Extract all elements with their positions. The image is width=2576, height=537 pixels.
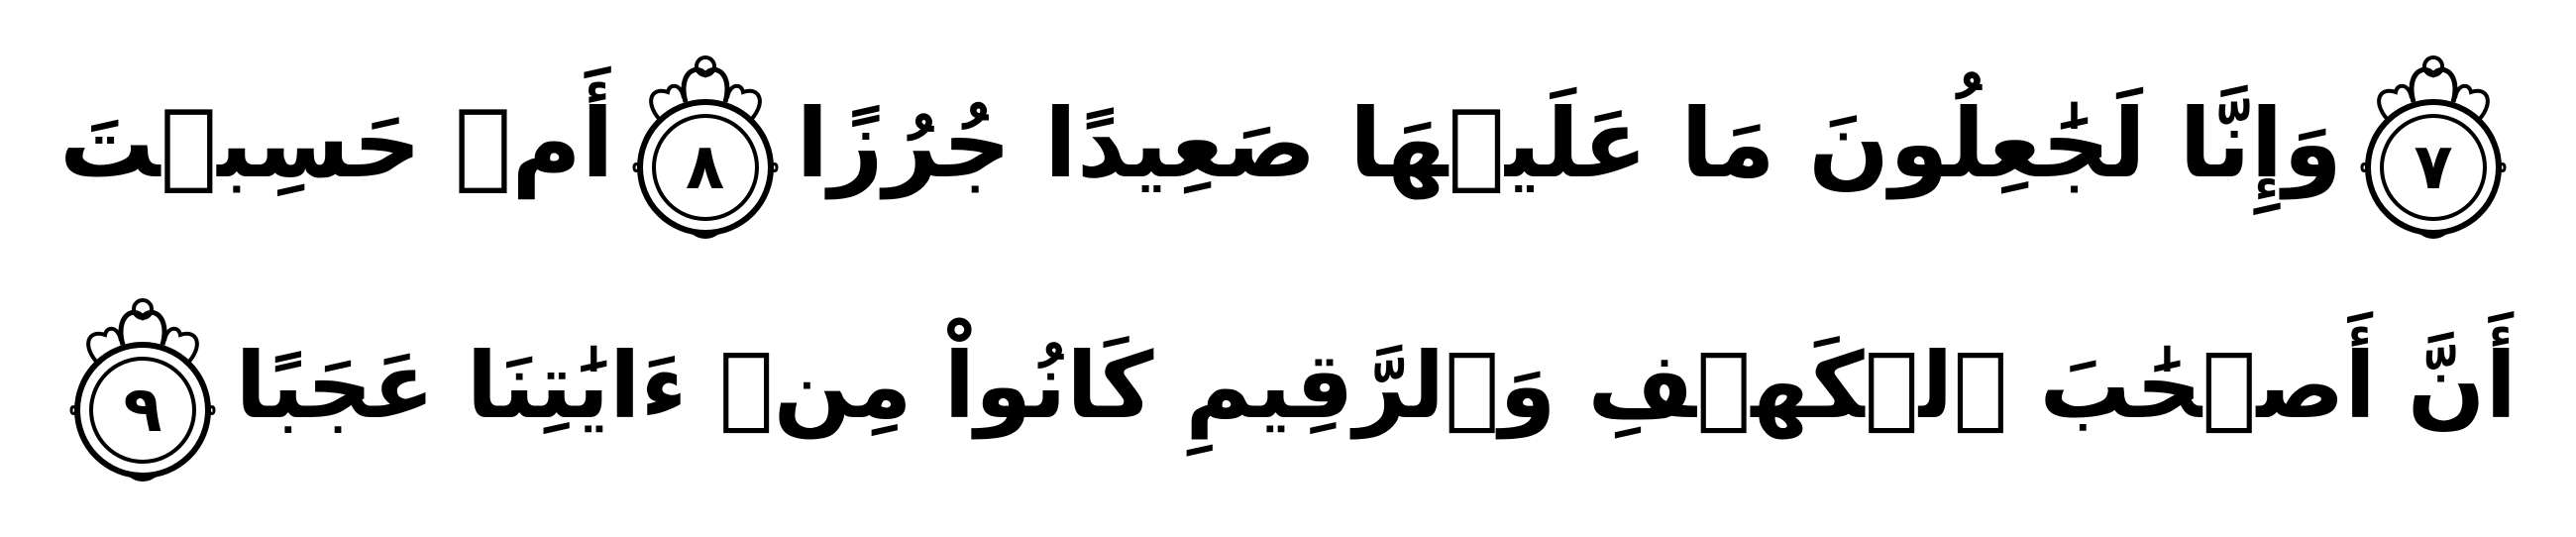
ayah-end-marker-7 [2350, 45, 2517, 243]
verse-text-segment: أَنَّ أَصۡحَٰبَ ٱلۡكَهۡفِ وَٱلرَّقِيمِ كَانُواْ مِنۡ ءَايَٰتِنَا عَجَبًا [235, 333, 2517, 439]
verse-text-segment: أَمۡ حَسِبۡتَ [59, 88, 614, 199]
verse-line-1 [59, 45, 2517, 243]
ayah-end-marker-9 [59, 287, 226, 485]
ayah-end-marker-8 [622, 45, 789, 243]
ayah-number-8: ٨ [686, 131, 725, 204]
verse-text-segment: وَإِنَّا لَجَٰعِلُونَ مَا عَلَيۡهَا صَعِيدًا جُرُزًا [796, 88, 2343, 199]
ayah-number-9: ٩ [123, 374, 162, 447]
verse-line-2 [59, 287, 2517, 485]
ayah-number-7: ٧ [2414, 131, 2453, 204]
